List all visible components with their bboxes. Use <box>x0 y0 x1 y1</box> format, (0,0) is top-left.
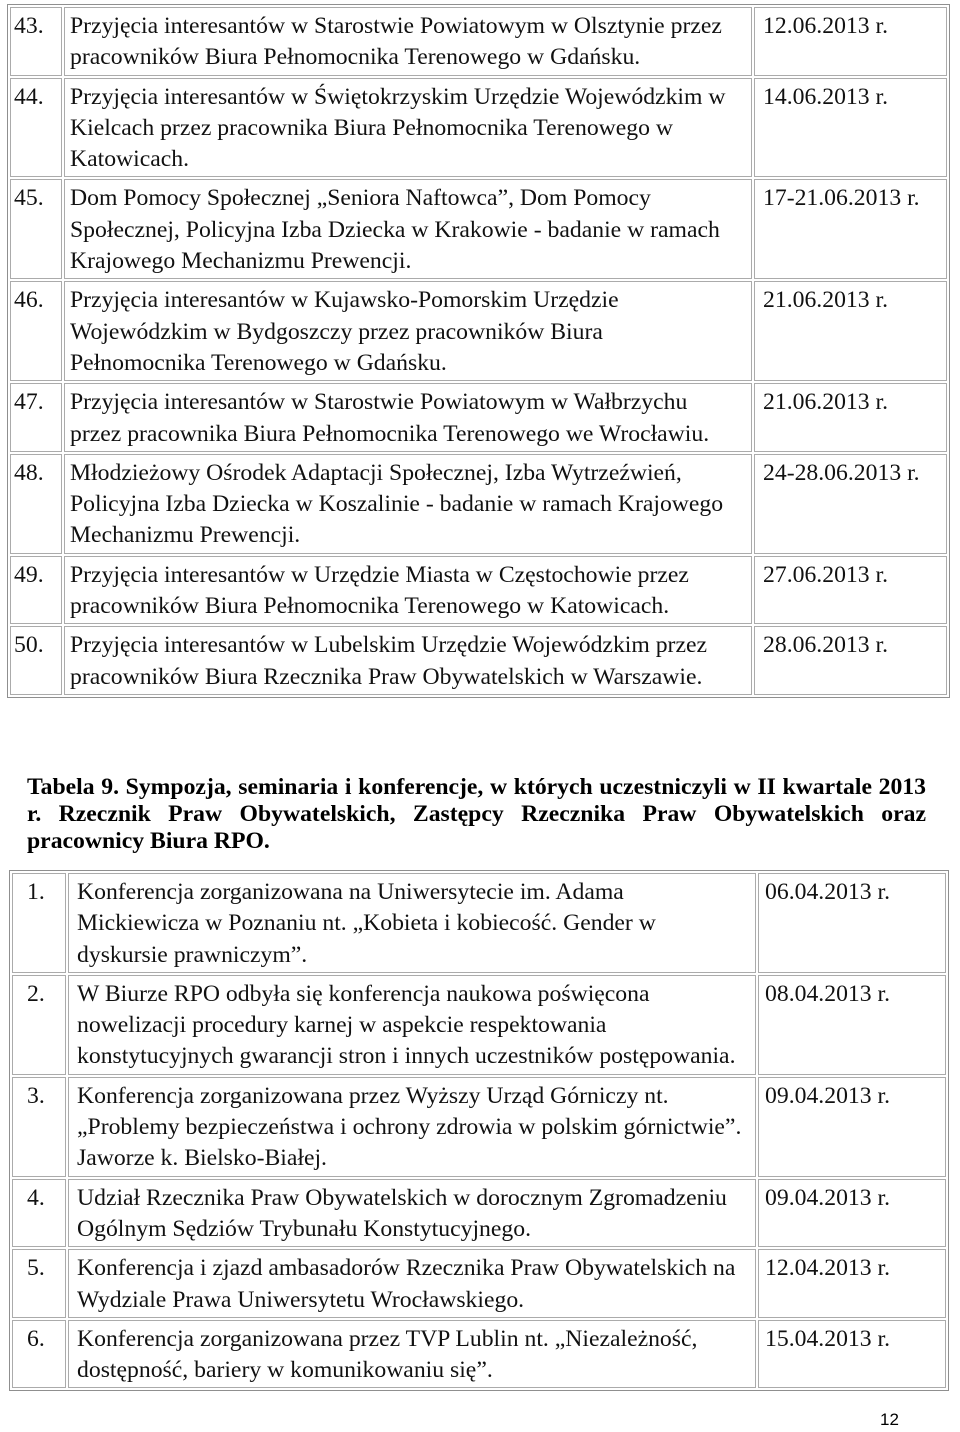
row-number <box>12 873 66 973</box>
row-number-text: 1. <box>27 879 45 905</box>
row-description <box>64 454 752 554</box>
row-number <box>10 78 62 178</box>
description-line: Przyjęcia interesantów w Kujawsko-Pomorskim Urzędzie <box>70 287 619 314</box>
row-number <box>10 7 62 76</box>
description-line: Społecznej, Policyjna Izba Dziecka w Krakowie - badanie w ramach <box>70 216 720 243</box>
table-row <box>12 1249 946 1318</box>
table-row <box>12 1320 946 1389</box>
table-row <box>10 383 947 452</box>
description-line: Pełnomocnika Terenowego w Gdańsku. <box>70 349 447 376</box>
row-number-text: 43. <box>14 13 44 39</box>
description-line: Konferencja i zjazd ambasadorów Rzecznika Praw Obywatelskich na <box>77 1255 736 1282</box>
description-line: pracowników Biura Pełnomocnika Terenowego w Katowicach. <box>70 593 670 620</box>
table-row <box>10 281 947 381</box>
row-number <box>10 281 62 381</box>
description-line: Policyjna Izba Dziecka w Koszalinie - badanie w ramach Krajowego <box>70 491 724 518</box>
description-line: Kielcach przez pracownika Biura Pełnomocnika Terenowego w <box>70 114 674 141</box>
row-description <box>68 1179 756 1248</box>
row-number <box>10 179 62 279</box>
description-line: Przyjęcia interesantów w Starostwie Powiatowym w Wałbrzychu <box>70 389 688 416</box>
row-number-text: 4. <box>27 1184 45 1211</box>
description-line: Mickiewicza w Poznaniu nt. „Kobieta i kobiecość. Gender w <box>77 910 656 937</box>
description-line: Konferencja zorganizowana przez TVP Lublin nt. „Niezależność, <box>77 1325 698 1352</box>
row-date-text: 14.06.2013 r. <box>763 83 889 110</box>
activity-table <box>7 4 950 698</box>
row-number <box>12 1320 66 1389</box>
row-number <box>10 383 62 452</box>
row-date <box>758 975 946 1075</box>
description-line: Wydziale Prawa Uniwersytetu Wrocławskiego. <box>77 1286 525 1313</box>
description-line: nowelizacji procedury karnej w aspekcie respektowania <box>77 1012 607 1039</box>
row-date-text: 06.04.2013 r. <box>765 879 891 905</box>
row-date <box>758 873 946 973</box>
row-number-text: 46. <box>14 287 44 314</box>
row-number-text: 48. <box>14 459 44 486</box>
description-line: „Problemy bezpieczeństwa i ochrony zdrowia w polskim górnictwie”. <box>77 1114 742 1141</box>
description-line: Krajowego Mechanizmu Prewencji. <box>70 248 412 275</box>
row-date-text: 21.06.2013 r. <box>763 287 889 314</box>
row-date <box>758 1320 946 1389</box>
caption-line: Tabela 9. Sympozja, seminaria i konferencje, w których uczestniczyli w II kwartale 2013 <box>27 774 926 800</box>
table-row <box>10 78 947 178</box>
row-date <box>758 1077 946 1177</box>
table-row <box>10 454 947 554</box>
row-date <box>754 383 947 452</box>
description-line: Jaworze k. Bielsko-Białej. <box>77 1145 327 1172</box>
row-description <box>64 556 752 625</box>
row-date <box>754 281 947 381</box>
table-row <box>12 873 946 973</box>
row-number <box>12 1249 66 1318</box>
row-date <box>754 179 947 279</box>
row-date <box>758 1179 946 1248</box>
row-description <box>68 1249 756 1318</box>
row-description <box>68 1077 756 1177</box>
row-date <box>754 556 947 625</box>
row-number-text: 3. <box>27 1082 45 1109</box>
row-date-text: 12.04.2013 r. <box>765 1255 891 1282</box>
caption-line: pracownicy Biura RPO. <box>27 828 270 854</box>
table-row <box>10 7 947 76</box>
row-description <box>64 78 752 178</box>
row-date-text: 17-21.06.2013 r. <box>763 185 920 212</box>
description-line: Przyjęcia interesantów w Urzędzie Miasta w Częstochowie przez <box>70 561 689 588</box>
description-line: dyskursie prawniczym”. <box>77 941 308 968</box>
description-line: dostępność, bariery w komunikowaniu się”. <box>77 1357 493 1384</box>
description-line: Wojewódzkim w Bydgoszczy przez pracowników Biura <box>70 318 603 345</box>
row-description <box>64 281 752 381</box>
row-number-text: 5. <box>27 1255 45 1282</box>
row-date-text: 15.04.2013 r. <box>765 1325 891 1352</box>
row-number <box>10 454 62 554</box>
page-number: 12 <box>880 1410 899 1429</box>
row-date <box>754 626 947 695</box>
row-description <box>64 179 752 279</box>
conferences-table <box>9 870 949 1391</box>
row-description <box>68 975 756 1075</box>
description-line: Konferencja zorganizowana na Uniwersytecie im. Adama <box>77 879 624 905</box>
table-row <box>10 626 947 695</box>
row-number-text: 2. <box>27 980 45 1007</box>
row-date <box>758 1249 946 1318</box>
description-line: W Biurze RPO odbyła się konferencja naukowa poświęcona <box>77 980 650 1007</box>
row-date-text: 09.04.2013 r. <box>765 1082 891 1109</box>
row-description <box>64 7 752 76</box>
row-description <box>64 626 752 695</box>
row-description <box>64 383 752 452</box>
description-line: Dom Pomocy Społecznej „Seniora Naftowca”, Dom Pomocy <box>70 185 651 212</box>
description-line: pracowników Biura Rzecznika Praw Obywatelskich w Warszawie. <box>70 663 703 690</box>
description-line: konstytucyjnych gwarancji stron i innych uczestników postępowania. <box>77 1043 736 1070</box>
description-line: Przyjęcia interesantów w Świętokrzyskim Urzędzie Wojewódzkim w <box>70 83 726 110</box>
row-number <box>12 1077 66 1177</box>
description-line: przez pracownika Biura Pełnomocnika Terenowego we Wrocławiu. <box>70 420 710 447</box>
description-line: Konferencja zorganizowana przez Wyższy Urząd Górniczy nt. <box>77 1082 669 1109</box>
row-date-text: 24-28.06.2013 r. <box>763 459 920 486</box>
description-line: Przyjęcia interesantów w Starostwie Powiatowym w Olsztynie przez <box>70 13 722 39</box>
row-date <box>754 78 947 178</box>
table-row <box>12 1077 946 1177</box>
table-row <box>12 975 946 1075</box>
row-date <box>754 7 947 76</box>
row-date-text: 27.06.2013 r. <box>763 561 889 588</box>
caption-line: r. Rzecznik Praw Obywatelskich, Zastępcy Rzecznika Praw Obywatelskich oraz <box>27 801 926 827</box>
row-date-text: 08.04.2013 r. <box>765 980 891 1007</box>
row-description <box>68 1320 756 1389</box>
description-line: Katowicach. <box>70 146 190 173</box>
row-date <box>754 454 947 554</box>
row-number-text: 47. <box>14 389 44 416</box>
row-number-text: 44. <box>14 83 44 110</box>
row-number-text: 6. <box>27 1325 45 1352</box>
description-line: Mechanizmu Prewencji. <box>70 522 301 549</box>
description-line: pracowników Biura Pełnomocnika Terenowego w Gdańsku. <box>70 44 641 71</box>
row-number <box>12 975 66 1075</box>
table-caption <box>27 774 926 855</box>
row-date-text: 21.06.2013 r. <box>763 389 889 416</box>
row-date-text: 12.06.2013 r. <box>763 13 889 39</box>
table-row <box>10 556 947 625</box>
row-date-text: 28.06.2013 r. <box>763 632 889 659</box>
table-row <box>12 1179 946 1248</box>
row-number-text: 49. <box>14 561 44 588</box>
row-date-text: 09.04.2013 r. <box>765 1184 891 1211</box>
row-number <box>10 626 62 695</box>
description-line: Udział Rzecznika Praw Obywatelskich w dorocznym Zgromadzeniu <box>77 1184 727 1211</box>
row-number <box>12 1179 66 1248</box>
row-number <box>10 556 62 625</box>
row-number-text: 45. <box>14 185 44 212</box>
description-line: Ogólnym Sędziów Trybunału Konstytucyjnego. <box>77 1215 532 1242</box>
table-row <box>10 179 947 279</box>
description-line: Młodzieżowy Ośrodek Adaptacji Społecznej, Izba Wytrzeźwień, <box>70 459 682 486</box>
row-number-text: 50. <box>14 632 44 659</box>
description-line: Przyjęcia interesantów w Lubelskim Urzędzie Wojewódzkim przez <box>70 632 707 659</box>
row-description <box>68 873 756 973</box>
